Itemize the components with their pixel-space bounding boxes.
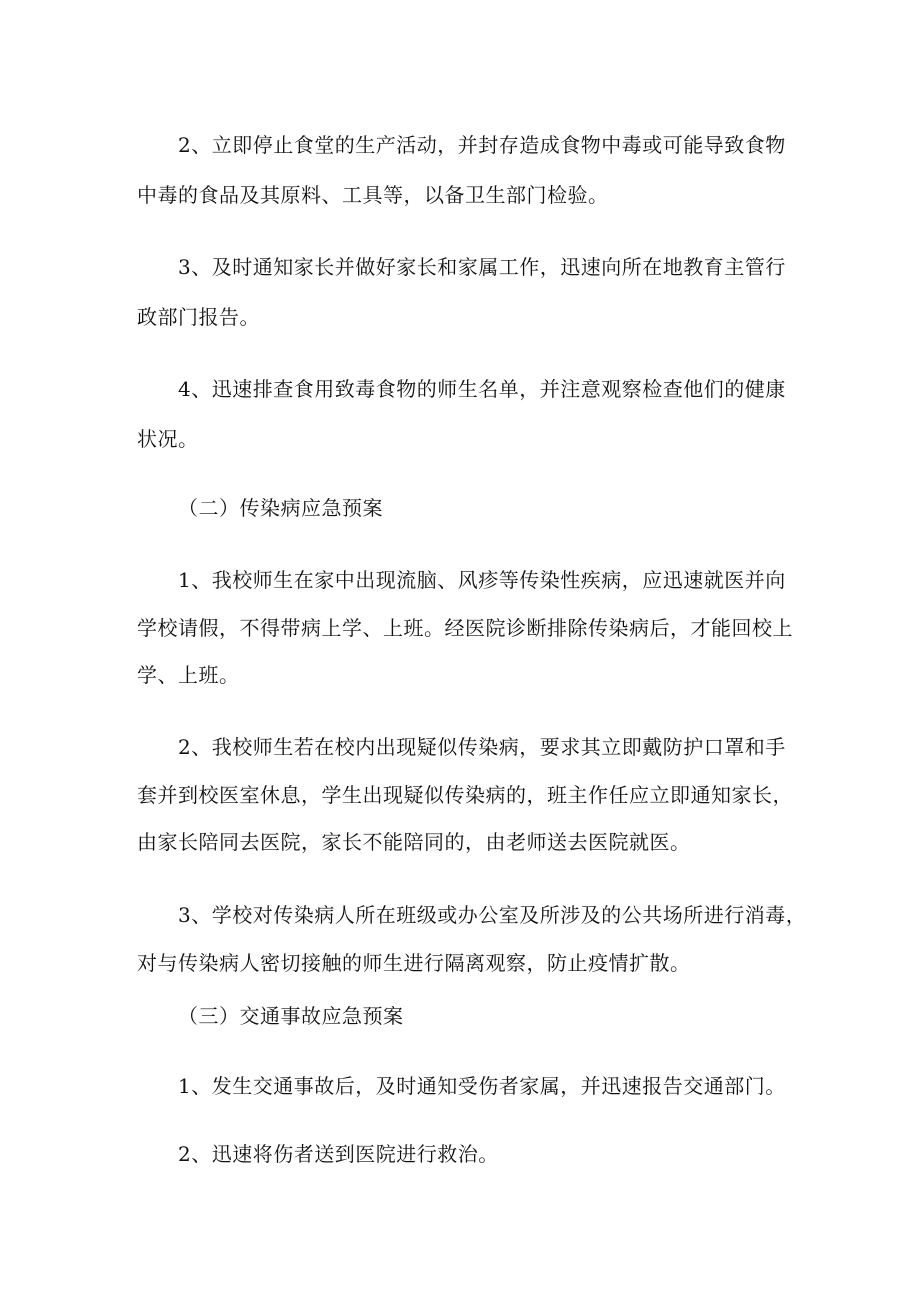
paragraph-disease-3-line-2: 对与传染病人密切接触的师生进行隔离观察，防止疫情扩散。: [137, 951, 691, 975]
paragraph-disease-2-line-2: 套并到校医室休息，学生出现疑似传染病的，班主作任应立即通知家长，: [137, 783, 793, 807]
section-heading-infectious-disease: （二）传染病应急预案: [178, 496, 383, 520]
paragraph-food-2-line-2: 中毒的食品及其原料、工具等，以备卫生部门检验。: [137, 183, 609, 207]
paragraph-traffic-2: 2、迅速将伤者送到医院进行救治。: [178, 1142, 499, 1166]
paragraph-food-3-line-2: 政部门报告。: [137, 305, 260, 329]
paragraph-disease-2-line-3: 由家长陪同去医院，家长不能陪同的，由老师送去医院就医。: [137, 830, 691, 854]
paragraph-disease-2-line-1: 2、我校师生若在校内出现疑似传染病，要求其立即戴防护口罩和手: [178, 735, 786, 759]
paragraph-disease-3-line-1: 3、学校对传染病人所在班级或办公室及所涉及的公共场所进行消毒，: [178, 903, 807, 927]
paragraph-food-4-line-2: 状况。: [137, 427, 199, 451]
paragraph-food-4-line-1: 4、迅速排查食用致毒食物的师生名单，并注意观察检查他们的健康: [178, 377, 786, 401]
paragraph-food-2-line-1: 2、立即停止食堂的生产活动，并封存造成食物中毒或可能导致食物: [178, 133, 786, 157]
paragraph-traffic-1: 1、发生交通事故后，及时通知受伤者家属，并迅速报告交通部门。: [178, 1074, 786, 1098]
paragraph-disease-1-line-3: 学、上班。: [137, 663, 240, 687]
paragraph-food-3-line-1: 3、及时通知家长并做好家长和家属工作，迅速向所在地教育主管行: [178, 255, 786, 279]
paragraph-disease-1-line-1: 1、我校师生在家中出现流脑、风疹等传染性疾病，应迅速就医并向: [178, 568, 786, 592]
paragraph-disease-1-line-2: 学校请假，不得带病上学、上班。经医院诊断排除传染病后，才能回校上: [137, 616, 793, 640]
section-heading-traffic-accident: （三）交通事故应急预案: [178, 1004, 404, 1028]
